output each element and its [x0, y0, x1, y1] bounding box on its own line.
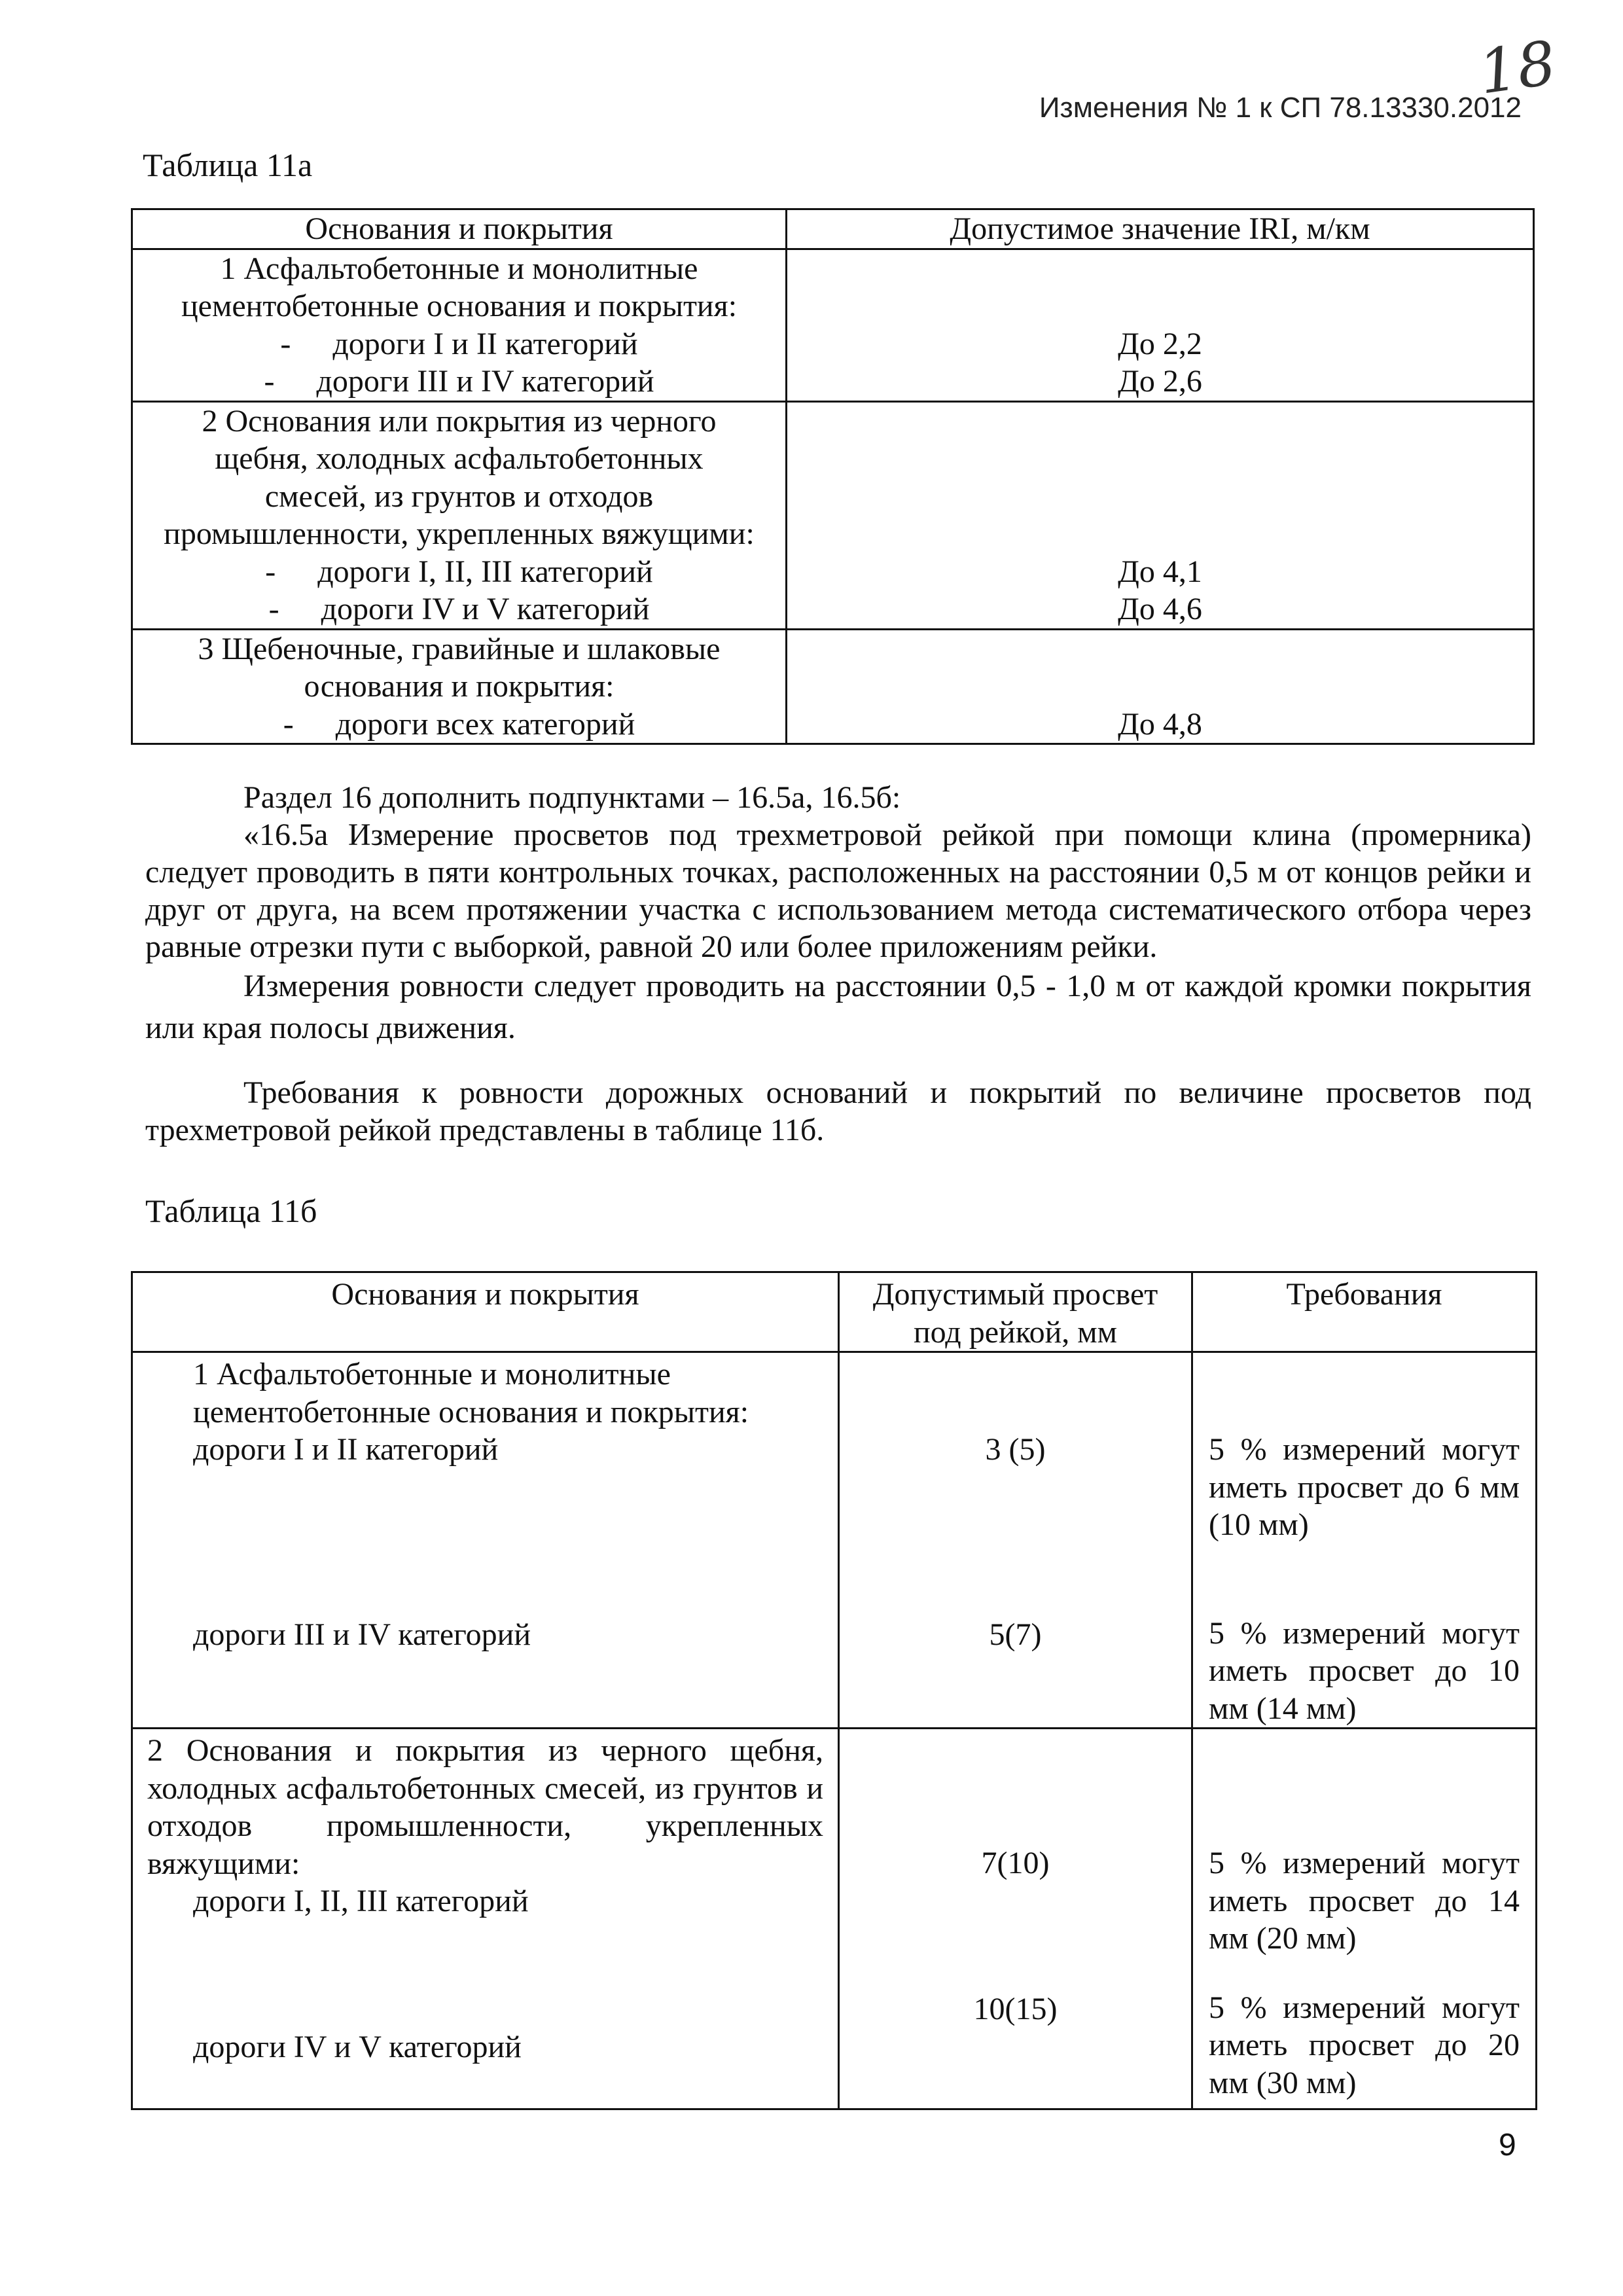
amendment-text — [145, 779, 1531, 1149]
iri-value: До 4,1 — [1118, 554, 1202, 589]
category-entry — [133, 325, 785, 363]
category-text: дороги всех категорий — [335, 706, 635, 742]
table-row — [132, 401, 1534, 629]
list-dash: - — [264, 364, 275, 399]
row-title-line: щебня, холодных асфальтобетонных — [215, 441, 704, 476]
paragraph-requirements: Требования к ровности дорожных оснований и покрытий по величине просветов под трехметровой рейкой представлены в таблице 11б. — [145, 1075, 1531, 1147]
allowed-gap: 5(7) — [989, 1617, 1042, 1652]
category-text: дороги IV и V категорий — [321, 592, 650, 626]
iri-value: До 4,8 — [1118, 706, 1202, 742]
row-title-line: цементобетонные основания и покрытия: — [181, 289, 738, 323]
row-title-line: основания и покрытия: — [304, 669, 615, 704]
column-header: Основания и покрытия — [132, 209, 787, 249]
gap-cell — [839, 1729, 1192, 2109]
page-number: 9 — [1499, 2128, 1516, 2162]
category-entry — [133, 553, 785, 591]
road-category: дороги IV и V категорий — [193, 2029, 522, 2064]
road-category: дороги III и IV категорий — [193, 1617, 531, 1652]
table-11b-caption: Таблица 11б — [145, 1193, 317, 1229]
road-category: дороги I, II, III категорий — [193, 1884, 529, 1918]
category-entry — [133, 363, 785, 401]
iri-value-cell — [787, 249, 1534, 401]
column-header: Основания и покрытия — [132, 1272, 839, 1352]
table-header-row — [132, 1272, 1537, 1352]
list-dash: - — [265, 554, 276, 589]
row-title-line: промышленности, укрепленных вяжущими: — [164, 516, 755, 551]
row-title-line: 3 Щебеночные, гравийные и шлаковые — [198, 631, 721, 666]
base-type-cell — [132, 401, 787, 629]
section-intro: Раздел 16 дополнить подпунктами – 16.5а, 16.5б: — [243, 780, 901, 815]
row-title-line: 2 Основания или покрытия из черного — [202, 403, 717, 439]
requirement-text: 5 % измерений могут иметь просвет до 20 мм (30 мм) — [1209, 1990, 1520, 2100]
requirement-cell — [1192, 1729, 1537, 2109]
handwritten-page-mark: 18 — [1474, 27, 1560, 108]
row-title-line: 1 Асфальтобетонные и монолитные — [220, 251, 698, 286]
category-text: дороги I и II категорий — [332, 326, 638, 361]
table-11a — [131, 208, 1535, 745]
table-row — [132, 249, 1534, 401]
iri-value-cell — [787, 629, 1534, 744]
gap-cell — [839, 1352, 1192, 1729]
requirement-cell — [1192, 1352, 1537, 1729]
paragraph-evenness: Измерения ровности следует проводить на расстоянии 0,5 - 1,0 м от каждой кромки покрытия или края полосы движения. — [145, 969, 1531, 1045]
document-reference: Изменения № 1 к СП 78.13330.2012 — [1039, 92, 1522, 124]
allowed-gap: 10(15) — [973, 1991, 1058, 2026]
row-title-line: смесей, из грунтов и отходов — [264, 478, 654, 514]
allowed-gap: 7(10) — [981, 1846, 1050, 1880]
column-header: Допустимый просвет под рейкой, мм — [839, 1272, 1192, 1352]
category-entry — [133, 706, 785, 744]
requirement-text: 5 % измерений могут иметь просвет до 6 мм (10 мм) — [1209, 1432, 1520, 1542]
requirement-text: 5 % измерений могут иметь просвет до 10 мм (14 мм) — [1209, 1615, 1520, 1726]
table-row — [132, 629, 1534, 744]
road-category: дороги I и II категорий — [193, 1432, 499, 1467]
table-11a-caption: Таблица 11а — [143, 147, 313, 183]
category-text: дороги I, II, III категорий — [317, 554, 653, 589]
group-title: 2 Основания и покрытия из черного щебня, холодных асфальтобетонных смесей, из грунтов и отходов промышленности, укрепленных вяжущими: — [147, 1733, 823, 1881]
iri-value: До 2,6 — [1118, 364, 1202, 399]
list-dash: - — [268, 592, 279, 626]
paragraph-16-5a: «16.5а Измерение просветов под трехметровой рейкой при помощи клина (промерника) следует проводить в пяти контрольных точках, расположенных на расстоянии 0,5 м от концов рейки и друг от друга, на всем протяжении участка с использованием метода систематического отбора через равные отрезки пути с выборкой, равной 20 или более приложениям рейки. — [145, 817, 1531, 964]
group-title: 1 Асфальтобетонные и монолитные цементобетонные основания и покрытия: — [193, 1357, 749, 1429]
base-type-cell — [132, 249, 787, 401]
category-entry — [133, 590, 785, 628]
table-11b — [131, 1271, 1537, 2110]
column-header: Допустимое значение IRI, м/км — [787, 209, 1534, 249]
table-row — [132, 1729, 1537, 2109]
list-dash: - — [280, 326, 291, 361]
iri-value: До 4,6 — [1118, 592, 1202, 626]
base-type-cell — [132, 1729, 839, 2109]
list-dash: - — [283, 706, 294, 742]
category-text: дороги III и IV категорий — [316, 364, 654, 399]
base-type-cell — [132, 629, 787, 744]
base-type-cell — [132, 1352, 839, 1729]
table-header-row — [132, 209, 1534, 249]
table-row — [132, 1352, 1537, 1729]
iri-value: До 2,2 — [1118, 326, 1202, 361]
iri-value-cell — [787, 401, 1534, 629]
column-header: Требования — [1192, 1272, 1537, 1352]
requirement-text: 5 % измерений могут иметь просвет до 14 мм (20 мм) — [1209, 1846, 1520, 1956]
allowed-gap: 3 (5) — [985, 1432, 1046, 1467]
